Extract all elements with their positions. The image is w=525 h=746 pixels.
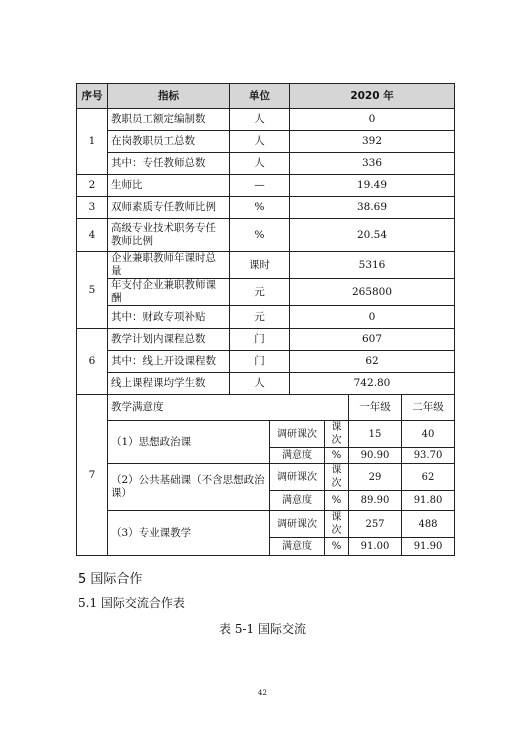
indicator-label: 教学计划内课程总数 xyxy=(108,329,230,351)
table-row xyxy=(77,197,455,219)
unit-cell: — xyxy=(230,175,290,197)
unit-cell: % xyxy=(230,197,290,219)
year1-value: 257 xyxy=(349,511,402,538)
table-row xyxy=(77,351,455,373)
course-category: （1）思想政治课 xyxy=(108,421,270,464)
year1-value: 89.90 xyxy=(349,491,402,511)
indicator-label: 企业兼职教师年课时总量 xyxy=(108,252,230,279)
value-cell: 265800 xyxy=(290,279,455,306)
indicator-label: 生师比 xyxy=(108,175,230,197)
indicator-label: 高级专业技术职务专任教师比例 xyxy=(108,219,230,252)
table-row xyxy=(77,279,455,306)
table-row xyxy=(77,329,455,351)
indicator-table xyxy=(76,83,455,556)
page-number: 42 xyxy=(258,689,267,697)
metric-unit: 课次 xyxy=(325,511,349,538)
year2-value: 91.90 xyxy=(402,538,455,556)
year1-value: 29 xyxy=(349,464,402,491)
table-row xyxy=(77,175,455,197)
satisfaction-title: 教学满意度 xyxy=(108,395,349,421)
header-no: 序号 xyxy=(77,84,108,109)
value-cell: 742.80 xyxy=(290,373,455,395)
row-number: 2 xyxy=(77,175,108,197)
row-number: 7 xyxy=(77,395,108,556)
indicator-label: 在岗教职员工总数 xyxy=(108,131,230,153)
unit-cell: % xyxy=(230,219,290,252)
unit-cell: 人 xyxy=(230,109,290,131)
unit-cell: 元 xyxy=(230,279,290,306)
table-row xyxy=(77,131,455,153)
unit-cell: 元 xyxy=(230,306,290,329)
indicator-label: 其中：财政专项补贴 xyxy=(108,306,230,329)
metric-label: 满意度 xyxy=(270,538,325,556)
year2-value: 91.80 xyxy=(402,491,455,511)
row-number: 3 xyxy=(77,197,108,219)
row-number: 6 xyxy=(77,329,108,395)
table-row xyxy=(77,153,455,175)
subsection-heading: 5.1 国际交流合作表 xyxy=(78,596,185,610)
metric-label: 满意度 xyxy=(270,448,325,464)
metric-unit: 课次 xyxy=(325,421,349,448)
unit-cell: 人 xyxy=(230,131,290,153)
year1-header: 一年级 xyxy=(349,395,402,421)
satisfaction-row xyxy=(77,464,455,491)
course-category: （2）公共基础课（不含思想政治课） xyxy=(108,464,270,511)
indicator-label: 线上课程课均学生数 xyxy=(108,373,230,395)
table-row xyxy=(77,252,455,279)
indicator-label: 年支付企业兼职教师课酬 xyxy=(108,279,230,306)
year1-value: 90.90 xyxy=(349,448,402,464)
value-cell: 392 xyxy=(290,131,455,153)
value-cell: 62 xyxy=(290,351,455,373)
section-heading: 5 国际合作 xyxy=(78,572,143,587)
unit-cell: 门 xyxy=(230,329,290,351)
value-cell: 336 xyxy=(290,153,455,175)
year1-value: 91.00 xyxy=(349,538,402,556)
metric-unit: 课次 xyxy=(325,464,349,491)
value-cell: 0 xyxy=(290,109,455,131)
year2-value: 93.70 xyxy=(402,448,455,464)
value-cell: 19.49 xyxy=(290,175,455,197)
unit-cell: 课时 xyxy=(230,252,290,279)
indicator-label: 教职员工额定编制数 xyxy=(108,109,230,131)
indicator-label: 其中：专任教师总数 xyxy=(108,153,230,175)
year2-value: 40 xyxy=(402,421,455,448)
unit-cell: 门 xyxy=(230,351,290,373)
year1-value: 15 xyxy=(349,421,402,448)
year2-value: 488 xyxy=(402,511,455,538)
indicator-label: 其中：线上开设课程数 xyxy=(108,351,230,373)
row-number: 1 xyxy=(77,109,108,175)
value-cell: 38.69 xyxy=(290,197,455,219)
year2-value: 62 xyxy=(402,464,455,491)
table-row xyxy=(77,109,455,131)
satisfaction-row xyxy=(77,511,455,538)
metric-label: 调研课次 xyxy=(270,511,325,538)
metric-unit: % xyxy=(325,491,349,511)
header-unit: 单位 xyxy=(230,84,290,109)
row-number: 4 xyxy=(77,219,108,252)
satisfaction-header-row xyxy=(77,395,455,421)
value-cell: 20.54 xyxy=(290,219,455,252)
table-row xyxy=(77,306,455,329)
row-number: 5 xyxy=(77,252,108,329)
metric-unit: % xyxy=(325,538,349,556)
metric-label: 调研课次 xyxy=(270,421,325,448)
metric-label: 满意度 xyxy=(270,491,325,511)
header-year: 2020 年 xyxy=(290,84,455,109)
unit-cell: 人 xyxy=(230,373,290,395)
value-cell: 607 xyxy=(290,329,455,351)
satisfaction-row xyxy=(77,421,455,448)
table-header-row xyxy=(77,84,455,109)
year2-header: 二年级 xyxy=(402,395,455,421)
value-cell: 5316 xyxy=(290,252,455,279)
metric-label: 调研课次 xyxy=(270,464,325,491)
table-caption: 表 5-1 国际交流 xyxy=(219,622,306,636)
table-row xyxy=(77,373,455,395)
course-category: （3）专业课教学 xyxy=(108,511,270,556)
indicator-label: 双师素质专任教师比例 xyxy=(108,197,230,219)
unit-cell: 人 xyxy=(230,153,290,175)
header-indicator: 指标 xyxy=(108,84,230,109)
value-cell: 0 xyxy=(290,306,455,329)
table-row xyxy=(77,219,455,252)
metric-unit: % xyxy=(325,448,349,464)
